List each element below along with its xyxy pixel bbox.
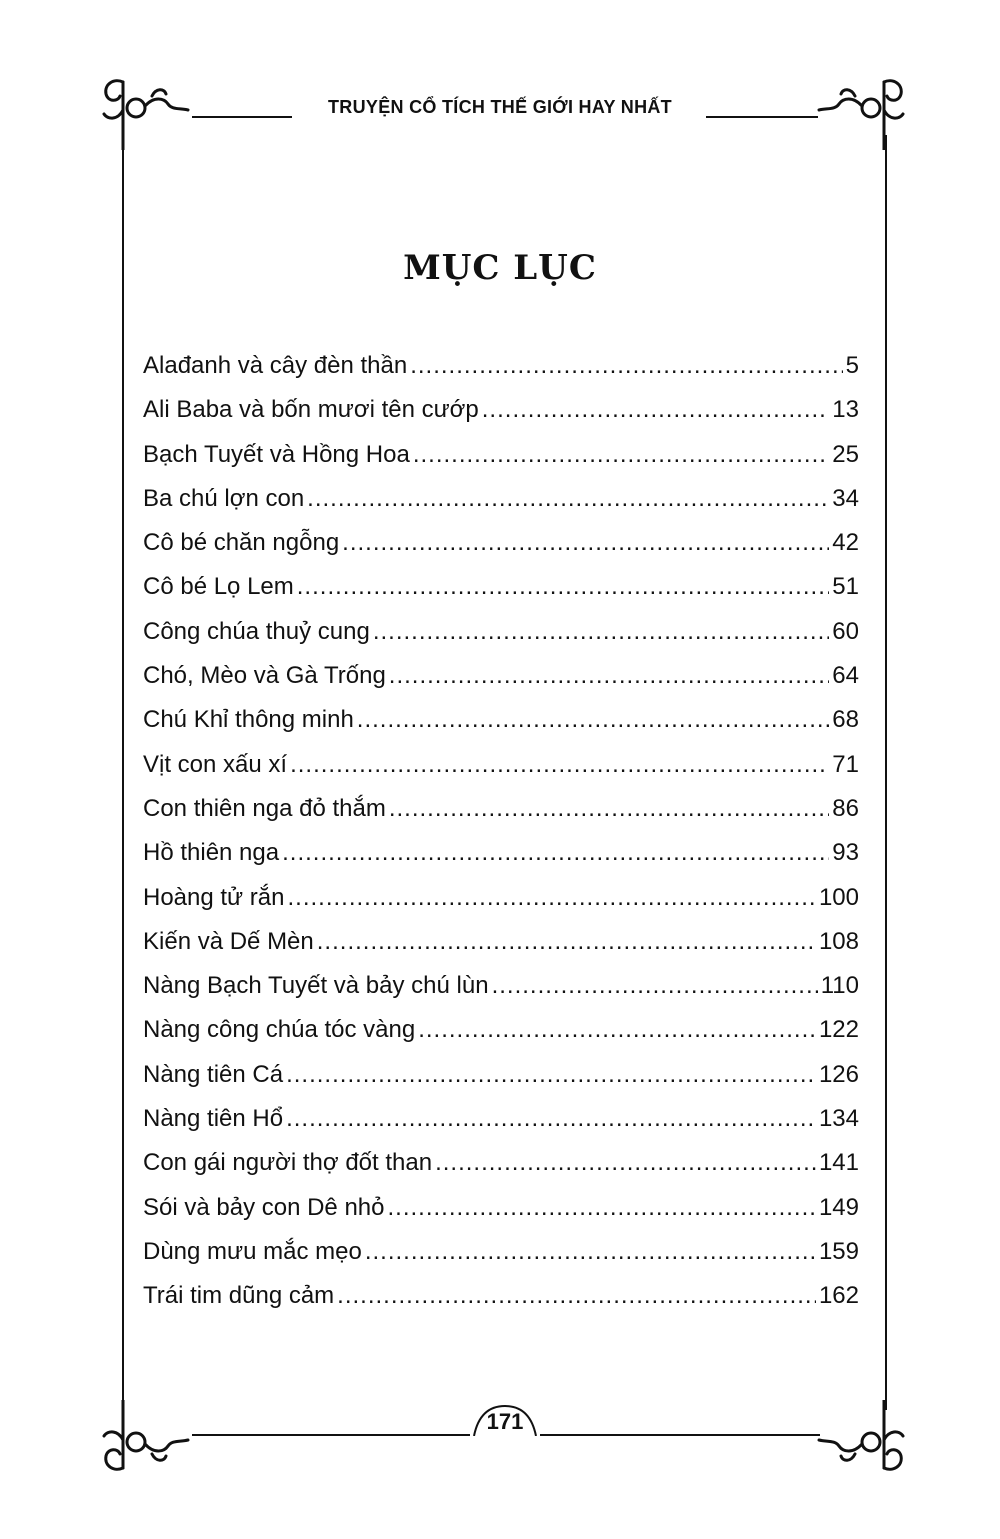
toc-entry <box>143 529 859 573</box>
page-number: 171 <box>486 1409 524 1434</box>
toc-dot-leader <box>286 1061 816 1089</box>
toc-entry-page: 25 <box>832 440 859 468</box>
toc-entry-page: 126 <box>818 1060 859 1088</box>
toc-dot-leader <box>492 972 818 1000</box>
toc-entry-page: 64 <box>832 662 859 690</box>
toc-entry <box>143 1061 859 1105</box>
toc-entry <box>143 1194 859 1238</box>
header-rule-left <box>192 116 292 118</box>
toc-entry <box>143 751 859 795</box>
toc-entry <box>143 396 859 440</box>
toc-dot-leader <box>373 618 829 646</box>
toc-entry-page: 71 <box>832 750 859 778</box>
toc-entry <box>143 1016 859 1060</box>
toc-entry <box>143 573 859 617</box>
toc-dot-leader <box>297 573 830 601</box>
toc-entry <box>143 352 859 396</box>
page-title: MỤC LỤC <box>403 248 597 288</box>
toc-entry-page: 93 <box>832 839 859 867</box>
toc-entry-title: Nàng Bạch Tuyết và bảy chú lùn <box>143 972 489 1000</box>
toc-dot-leader <box>418 1016 816 1044</box>
toc-entry <box>143 839 859 883</box>
toc-entry-page: 134 <box>818 1105 859 1133</box>
toc-dot-leader <box>357 706 830 734</box>
toc-entry-title: Nàng tiên Hổ <box>143 1105 284 1133</box>
toc-dot-leader <box>410 352 842 380</box>
toc-dot-leader <box>482 396 830 424</box>
toc-entry <box>143 1282 859 1326</box>
toc-entry-page: 42 <box>832 529 859 557</box>
table-of-contents <box>143 352 859 1327</box>
toc-entry-page: 159 <box>818 1237 859 1265</box>
scroll-ornament-icon <box>815 1400 915 1480</box>
toc-entry-title: Hồ thiên nga <box>143 839 280 867</box>
toc-dot-leader <box>282 839 829 867</box>
toc-entry-title: Nàng tiên Cá <box>143 1060 284 1088</box>
toc-dot-leader <box>389 662 830 690</box>
toc-entry-page: 100 <box>818 883 859 911</box>
toc-dot-leader <box>290 751 829 779</box>
toc-entry-page: 141 <box>818 1149 859 1177</box>
toc-entry <box>143 485 859 529</box>
toc-entry-title: Vịt con xấu xí <box>143 750 288 778</box>
toc-entry-title: Alađanh và cây đèn thần <box>143 352 408 379</box>
toc-entry <box>143 972 859 1016</box>
toc-entry-title: Dùng mưu mắc mẹo <box>143 1237 362 1265</box>
toc-entry-page: 13 <box>832 396 859 424</box>
scroll-ornament-icon <box>92 70 192 150</box>
toc-entry-title: Chú Khỉ thông minh <box>143 706 354 734</box>
toc-dot-leader <box>286 1105 816 1133</box>
toc-dot-leader <box>307 485 829 513</box>
footer-rule-left <box>192 1434 470 1436</box>
toc-entry <box>143 662 859 706</box>
toc-dot-leader <box>389 795 829 823</box>
toc-entry-title: Chó, Mèo và Gà Trống <box>143 662 386 690</box>
toc-entry-page: 34 <box>832 484 859 512</box>
scroll-ornament-icon <box>92 1400 192 1480</box>
toc-entry-page: 68 <box>832 706 859 734</box>
toc-dot-leader <box>287 884 815 912</box>
toc-entry-page: 51 <box>832 573 859 601</box>
toc-dot-leader <box>365 1238 816 1266</box>
page-border-left <box>122 135 124 1410</box>
toc-entry-page: 5 <box>845 352 859 379</box>
toc-dot-leader <box>413 441 829 469</box>
toc-dot-leader <box>435 1149 816 1177</box>
toc-entry-title: Kiến và Dế Mèn <box>143 927 314 955</box>
toc-entry-title: Bạch Tuyết và Hồng Hoa <box>143 440 410 468</box>
toc-entry <box>143 706 859 750</box>
toc-entry-title: Cô bé chăn ngỗng <box>143 529 340 557</box>
toc-dot-leader <box>317 928 816 956</box>
toc-dot-leader <box>342 529 829 557</box>
toc-entry-title: Con gái người thợ đốt than <box>143 1149 433 1177</box>
toc-dot-leader <box>337 1282 816 1310</box>
toc-entry <box>143 1238 859 1282</box>
footer-rule-right <box>540 1434 820 1436</box>
toc-entry-page: 122 <box>818 1016 859 1044</box>
toc-entry <box>143 1105 859 1149</box>
toc-entry-title: Công chúa thuỷ cung <box>143 617 370 645</box>
scroll-ornament-icon <box>815 70 915 150</box>
toc-entry-page: 162 <box>818 1282 859 1310</box>
toc-entry-title: Cô bé Lọ Lem <box>143 573 294 601</box>
toc-entry <box>143 795 859 839</box>
running-header: TRUYỆN CỔ TÍCH THẾ GIỚI HAY NHẤT <box>328 97 672 117</box>
toc-dot-leader <box>388 1194 816 1222</box>
toc-entry-title: Con thiên nga đỏ thắm <box>143 794 386 822</box>
toc-entry-title: Hoàng tử rắn <box>143 883 285 911</box>
toc-entry <box>143 928 859 972</box>
toc-entry-title: Nàng công chúa tóc vàng <box>143 1016 416 1044</box>
toc-entry <box>143 1149 859 1193</box>
toc-entry-page: 108 <box>818 927 859 955</box>
toc-entry-title: Sói và bảy con Dê nhỏ <box>143 1193 385 1221</box>
header-rule-right <box>706 116 818 118</box>
toc-entry <box>143 884 859 928</box>
toc-entry-page: 60 <box>832 617 859 645</box>
toc-entry-page: 149 <box>818 1193 859 1221</box>
toc-entry <box>143 618 859 662</box>
toc-entry <box>143 441 859 485</box>
toc-entry-title: Trái tim dũng cảm <box>143 1282 335 1310</box>
toc-entry-title: Ali Baba và bốn mươi tên cướp <box>143 396 479 424</box>
toc-entry-title: Ba chú lợn con <box>143 484 305 512</box>
toc-entry-page: 110 <box>820 972 859 1000</box>
page-border-right <box>885 135 887 1410</box>
toc-entry-page: 86 <box>832 794 859 822</box>
